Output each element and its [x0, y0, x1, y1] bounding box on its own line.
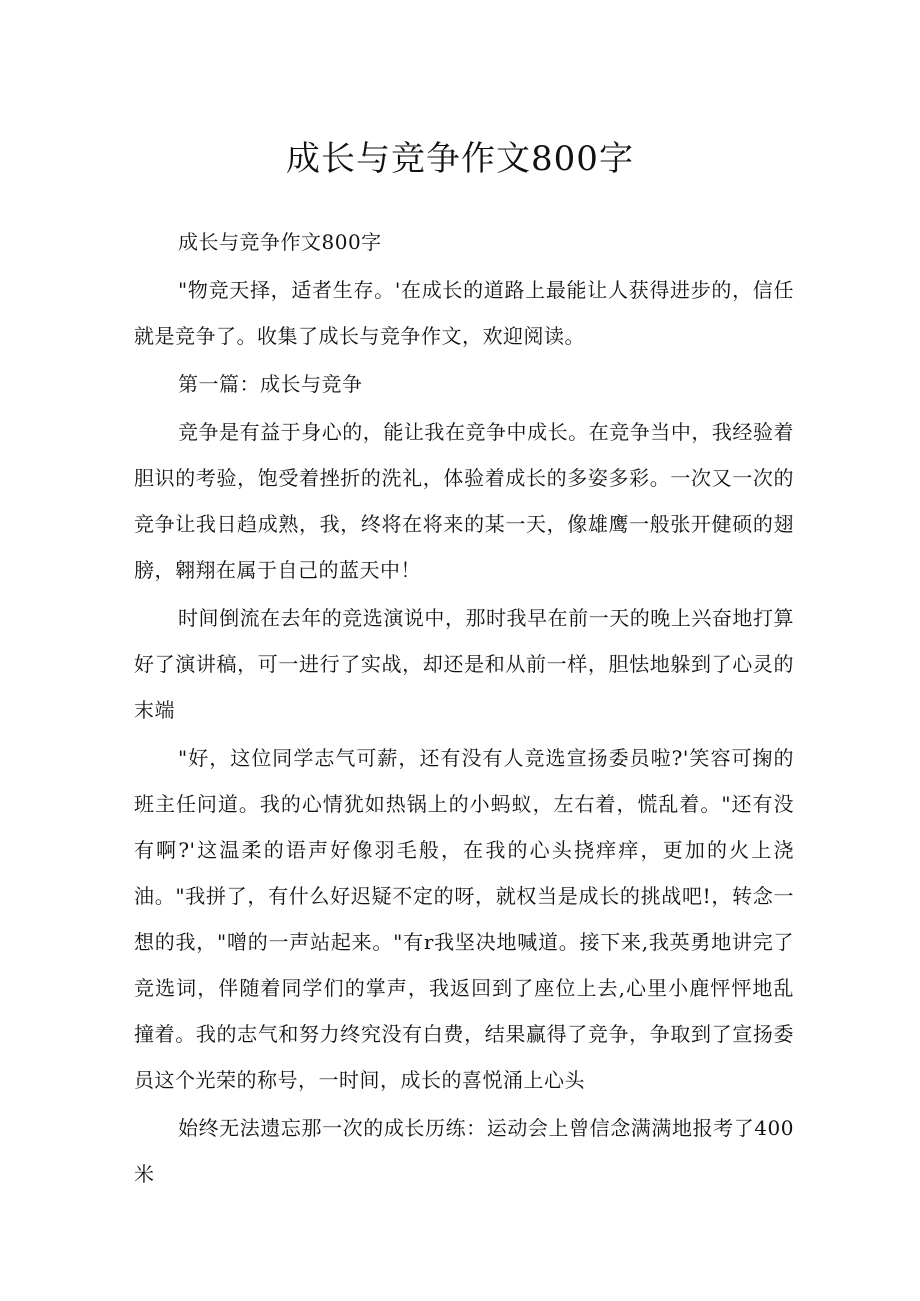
intro-paragraph: "物竞天择，适者生存。'在成长的道路上最能让人获得进步的，信任就是竞争了。收集了成长与竞争作文，欢迎阅读。 [134, 278, 794, 348]
document-body [134, 219, 794, 1197]
body-paragraph: "好，这位同学志气可薪，还有没有人竞选宣扬委员啦?'笑容可掬的班主任问道。我的心情犹如热锅上的小蚂蚁，左右着，慌乱着。"还有没有啊?'这温柔的语声好像羽毛般，在我的心头挠痒痒，更加的火上浇油。"我拼了，有什么好迟疑不定的呀，就权当是成长的挑战吧!，转念一想的我，"噌的一声站起来。"有r我坚决地喊道。接下来,我英勇地讲完了竞选词，伴随着同学们的掌声，我返回到了座位上去,心里小鹿怦怦地乱撞着。我的志气和努力终究没有白费，结果赢得了竞争，争取到了宣扬委员这个光荣的称号，一时间，成长的喜悦涌上心头 [134, 746, 794, 1092]
body-paragraph: 始终无法遗忘那一次的成长历练：运动会上曾信念满满地报考了400米 [134, 1116, 794, 1186]
body-paragraph: 时间倒流在去年的竞选演说中，那时我早在前一天的晚上兴奋地打算好了演讲稿，可一进行了实战，却还是和从前一样，胆怯地躲到了心灵的末端 [134, 606, 794, 722]
document-title: 成长与竞争作文800字 [286, 139, 634, 179]
section-heading: 第一篇：成长与竞争 [178, 372, 363, 396]
subtitle-paragraph: 成长与竞争作文800字 [178, 230, 382, 254]
body-paragraph: 竞争是有益于身心的，能让我在竞争中成长。在竞争当中，我经验着胆识的考验，饱受着挫折的洗礼，体验着成长的多姿多彩。一次又一次的竞争让我日趋成熟，我，终将在将来的某一天，像雄鹰一般张开健硕的翅膀，翱翔在属于自己的蓝天中！ [134, 420, 794, 582]
